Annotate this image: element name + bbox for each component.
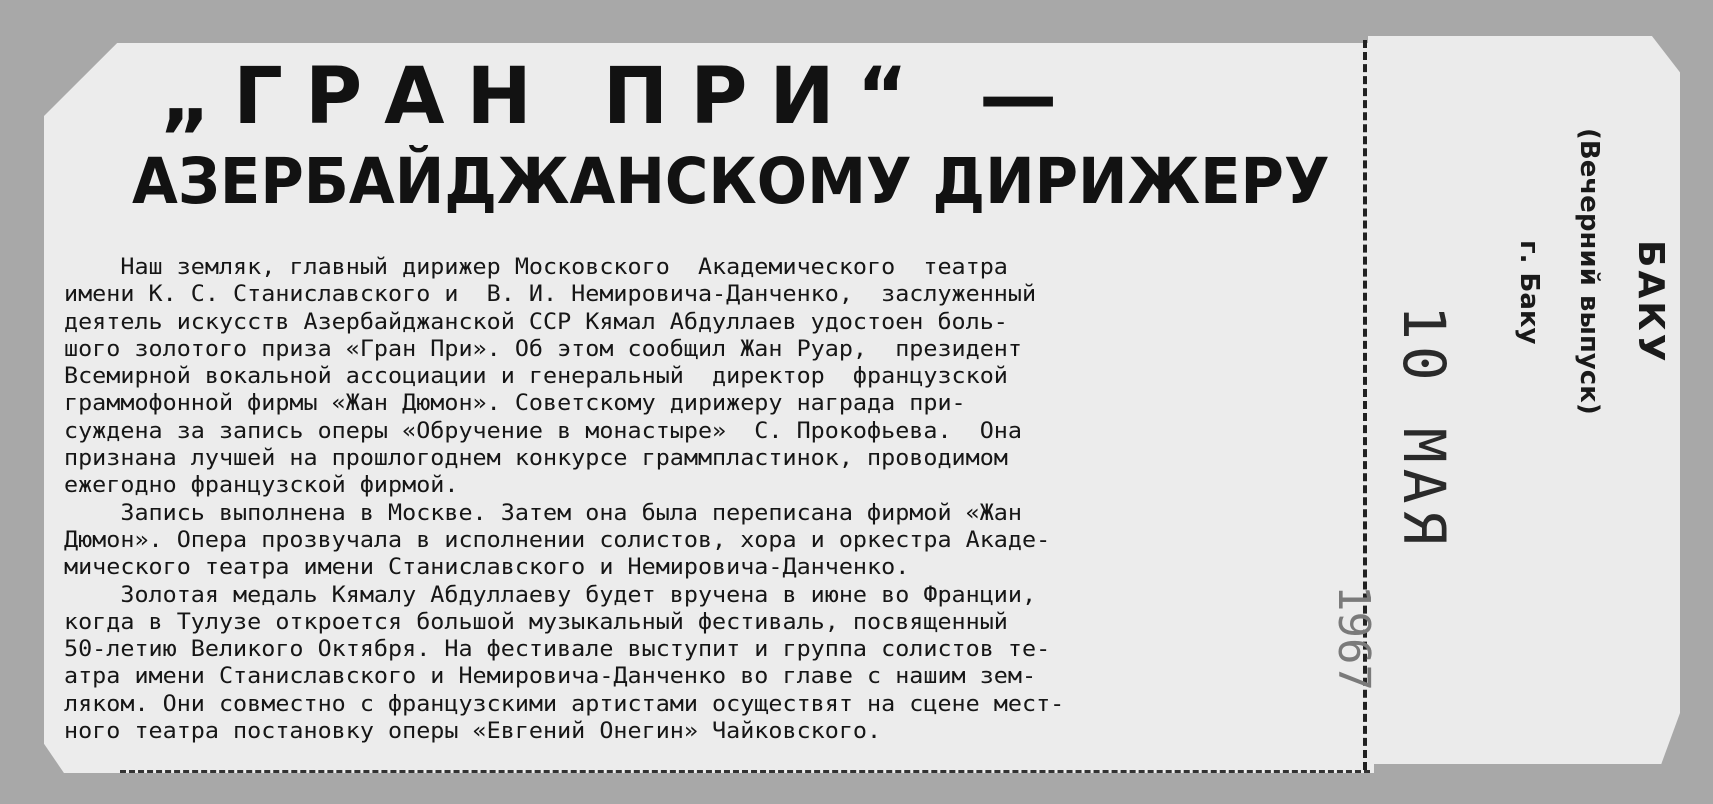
date-stamp: 10 МАЯ bbox=[1390, 305, 1458, 551]
body-line: ного театра постановку оперы «Евгений Онегин» Чайковского. bbox=[64, 718, 882, 745]
body-line: имени К. С. Станиславского и В. И. Немировича-Данченко, заслуженный bbox=[64, 281, 1037, 308]
body-line: Запись выполнена в Москве. Затем она была переписана фирмой «Жан bbox=[64, 499, 1022, 526]
body-line: когда в Тулузе откроется большой музыкальный фестиваль, посвященный bbox=[64, 608, 1008, 635]
body-line: Наш земляк, главный дирижер Московского Академического театра bbox=[64, 254, 1008, 280]
body-line: 50-летию Великого Октября. На фестивале выступит и группа солистов те- bbox=[64, 636, 1051, 663]
source-city-short: г. Баку bbox=[1514, 240, 1544, 345]
body-line: ежегодно французской фирмой. bbox=[64, 472, 459, 499]
body-line: деятель искусств Азербайджанской ССР Кямал Абдуллаев удостоен боль- bbox=[64, 308, 1008, 335]
headline-line-1: „ГРАН ПРИ“ — bbox=[160, 52, 1080, 142]
body-line: ляком. Они совместно с французскими артистами осуществят на сцене мест- bbox=[64, 690, 1065, 717]
body-line: признана лучшей на прошлогоднем конкурсе граммпластинок, проводимом bbox=[64, 445, 1008, 472]
headline-line-2: АЗЕРБАЙДЖАНСКОМУ ДИРИЖЕРУ bbox=[132, 145, 1330, 218]
body-line: атра имени Станиславского и Немировича-Данченко во главе с нашим зем- bbox=[64, 663, 1037, 690]
source-city: БАКУ bbox=[1630, 240, 1671, 365]
body-line: Дюмон». Опера прозвучала в исполнении солистов, хора и оркестра Акаде- bbox=[64, 526, 1051, 553]
body-line: граммофонной фирмы «Жан Дюмон». Советскому дирижеру награда при- bbox=[64, 390, 966, 417]
body-line: Всемирной вокальной ассоциации и генеральный директор французской bbox=[64, 363, 1008, 390]
article-body bbox=[64, 254, 1379, 745]
body-line: мического театра имени Станиславского и Немировича-Данченко. bbox=[64, 554, 910, 581]
year-stamp: 1967 bbox=[1328, 585, 1379, 691]
source-newspaper: (Вечерний выпуск) bbox=[1574, 128, 1604, 415]
body-line: шого золотого приза «Гран При». Об этом сообщил Жан Руар, президент bbox=[64, 335, 1022, 362]
body-line: суждена за запись оперы «Обручение в монастыре» С. Прокофьева. Она bbox=[64, 417, 1022, 444]
bottom-cut-edge bbox=[120, 770, 1370, 773]
body-line: Золотая медаль Кямалу Абдуллаеву будет вручена в июне во Франции, bbox=[64, 581, 1037, 608]
